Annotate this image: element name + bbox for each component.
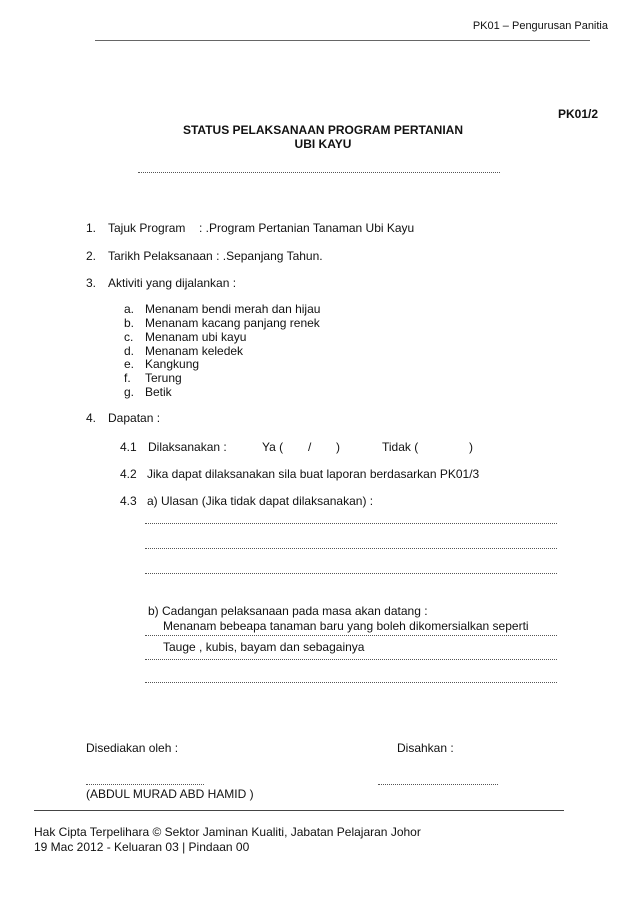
cadangan-line-1: Menanam bebeapa tanaman baru yang boleh dikomersialkan seperti (163, 619, 529, 633)
cadangan-label: b) Cadangan pelaksanaan pada masa akan datang : (148, 604, 428, 618)
section-4-1-label: Dilaksanakan : (148, 440, 227, 454)
ya-option: Ya ( (262, 440, 284, 454)
title-line-2: UBI KAYU (294, 137, 352, 151)
prepared-by-label: Disediakan oleh : (86, 741, 179, 755)
footer-release-info: 19 Mac 2012 - Keluaran 03 | Pindaan 00 (34, 840, 250, 854)
section-4-2-number: 4.2 (120, 467, 137, 481)
activity-letter: b. (124, 316, 135, 330)
activity-text: Menanam keledek (145, 344, 244, 358)
item-4-number: 4. (86, 411, 97, 425)
activity-letter: f. (124, 371, 131, 385)
activity-letter: c. (124, 330, 134, 344)
document-code-header: PK01 – Pengurusan Panitia (472, 20, 608, 32)
tidak-close-paren: ) (469, 440, 473, 454)
section-4-3-text: a) Ulasan (Jika tidak dapat dilaksanakan) : (147, 494, 374, 508)
item-3-number: 3. (86, 276, 97, 290)
activity-text: Terung (145, 371, 182, 385)
item-2-label: Tarikh Pelaksanaan : .Sepanjang Tahun. (108, 249, 323, 263)
footer-rule (34, 810, 564, 811)
activity-text: Menanam ubi kayu (145, 330, 247, 344)
item-1-number: 1. (86, 221, 97, 235)
form-code: PK01/2 (557, 107, 598, 121)
activity-letter: a. (124, 302, 135, 316)
item-2-number: 2. (86, 249, 97, 263)
footer-copyright: Hak Cipta Terpelihara © Sektor Jaminan Kualiti, Jabatan Pelajaran Johor (34, 825, 421, 839)
approved-signature-line (378, 784, 498, 785)
activity-letter: e. (124, 357, 135, 371)
title-dotted-rule (138, 172, 500, 173)
activity-text: Menanam kacang panjang renek (145, 316, 320, 330)
item-4-label: Dapatan : (108, 411, 161, 425)
ya-checkmark: / (308, 440, 312, 454)
ya-close-paren: ) (336, 440, 340, 454)
item-1-value: : .Program Pertanian Tanaman Ubi Kayu (199, 221, 415, 235)
cadangan-dotted-line (145, 682, 557, 683)
activity-letter: d. (124, 344, 135, 358)
section-4-2-text: Jika dapat dilaksanakan sila buat laporan berdasarkan PK01/3 (147, 467, 480, 481)
item-1-label: Tajuk Program (108, 221, 186, 235)
activity-text: Betik (145, 385, 172, 399)
header-rule (95, 40, 590, 41)
section-4-3-number: 4.3 (120, 494, 137, 508)
title-line-1: STATUS PELAKSANAAN PROGRAM PERTANIAN (182, 123, 463, 137)
activity-letter: g. (124, 385, 135, 399)
ulasan-line (145, 573, 557, 574)
cadangan-dotted-line (145, 659, 557, 660)
tidak-option: Tidak ( (382, 440, 419, 454)
approved-by-label: Disahkan : (397, 741, 454, 755)
cadangan-dotted-line (145, 635, 557, 636)
item-3-label: Aktiviti yang dijalankan : (108, 276, 237, 290)
ulasan-line (145, 523, 557, 524)
prepared-signature-line (86, 784, 204, 785)
activity-text: Kangkung (145, 357, 200, 371)
activity-text: Menanam bendi merah dan hijau (145, 302, 321, 316)
ulasan-line (145, 548, 557, 549)
cadangan-line-2: Tauge , kubis, bayam dan sebagainya (163, 640, 365, 654)
section-4-1-number: 4.1 (120, 440, 137, 454)
prepared-by-name: (ABDUL MURAD ABD HAMID ) (86, 787, 254, 801)
